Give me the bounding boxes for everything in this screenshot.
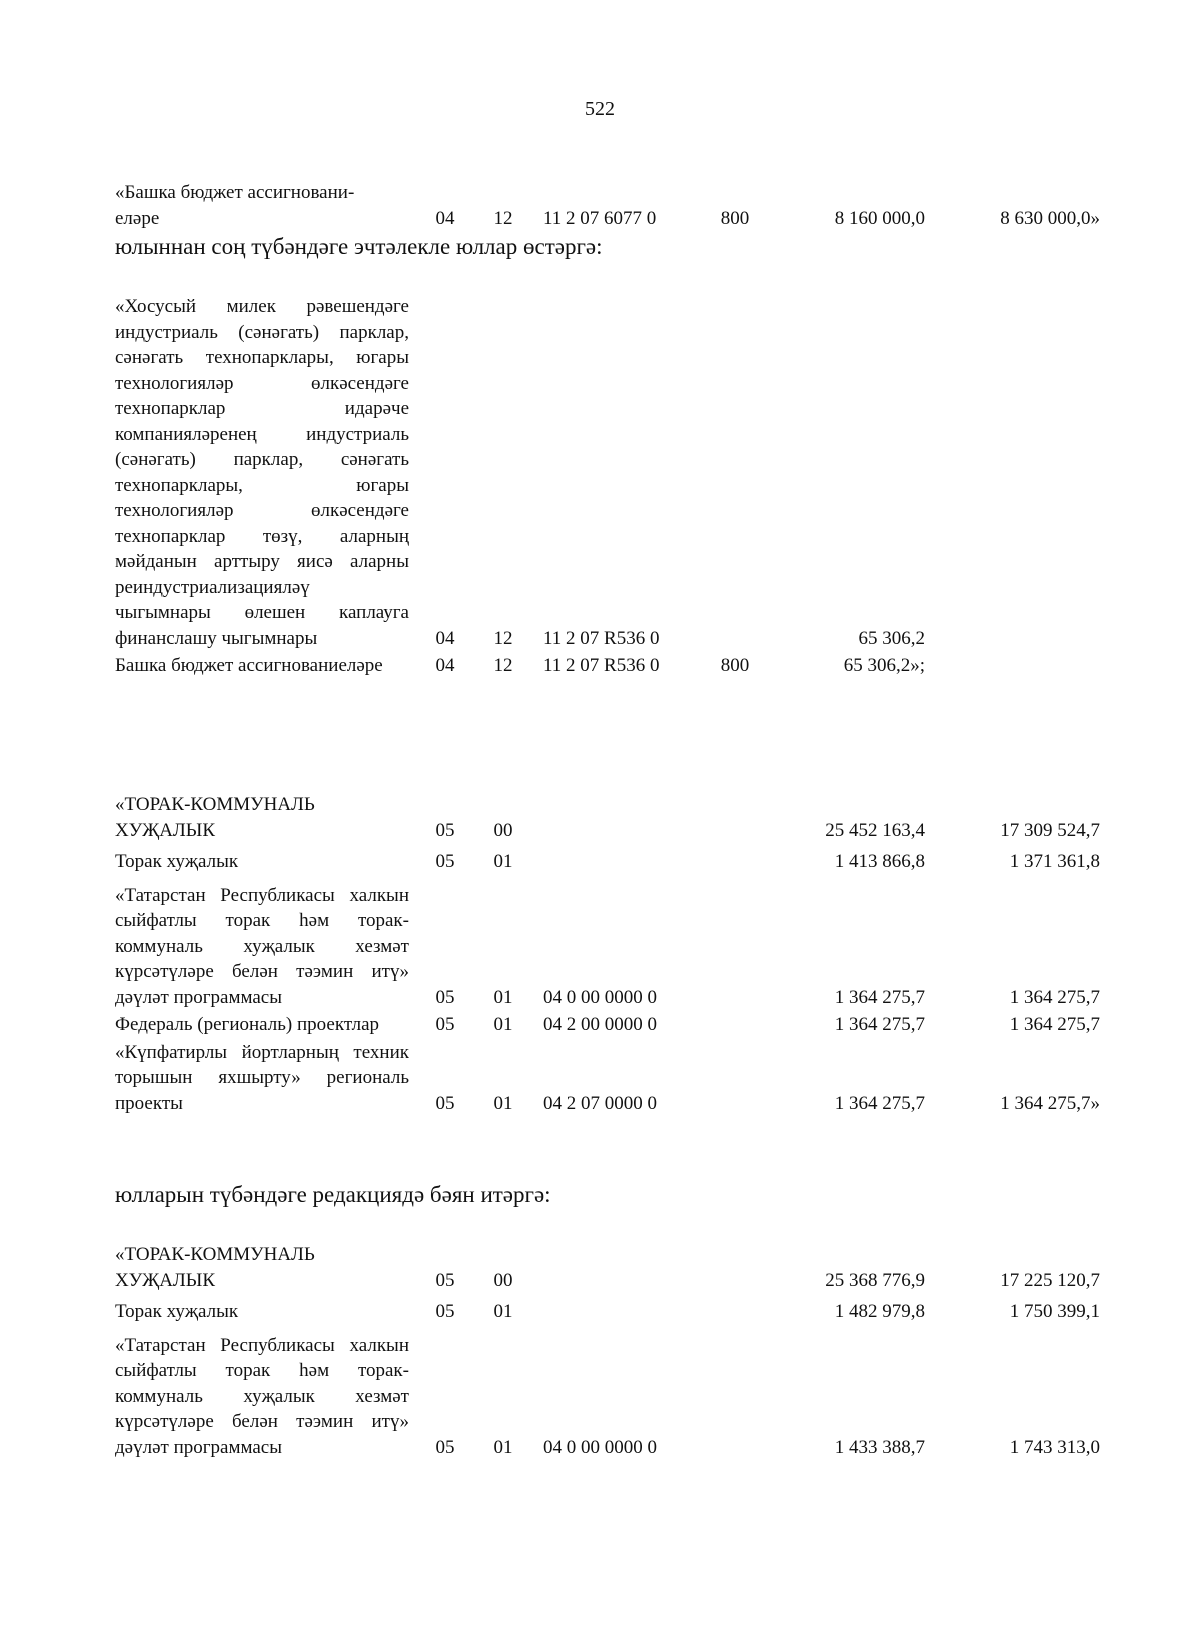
- section-code: 04: [435, 655, 455, 676]
- row-description: «Күпфатирлы йортларның техник торышын яхшырту» региональ проекты: [115, 1041, 409, 1114]
- budget-table-added-rows: [115, 294, 1115, 681]
- table-row: [115, 1012, 1115, 1040]
- instruction-replace-rows: юлларын түбәндәге редакциядә бәян итәргә:: [115, 1182, 551, 1207]
- amount-year-1: 8 160 000,0: [834, 207, 925, 229]
- amount-year-1: 1 364 275,7: [834, 1092, 925, 1114]
- amount-year-1: 25 452 163,4: [825, 819, 925, 841]
- amount-year-1: 65 306,2»;: [843, 655, 925, 676]
- table-row: [115, 180, 1115, 233]
- table-row: [115, 1333, 1115, 1463]
- target-article-code: 11 2 07 R536 0: [543, 627, 660, 649]
- row-description: Торак хуҗалык: [115, 851, 239, 872]
- target-article-code: 04 2 07 0000 0: [543, 1092, 657, 1114]
- subsection-code: 12: [493, 655, 513, 676]
- section-code: 05: [435, 851, 455, 872]
- amount-year-2: 1 750 399,1: [1009, 1301, 1100, 1322]
- target-article-code: 04 2 00 0000 0: [543, 1014, 657, 1035]
- row-description: Федераль (региональ) проектлар: [115, 1014, 380, 1035]
- table-row: [115, 1040, 1115, 1119]
- row-description: «Татарстан Республикасы халкын сыйфатлы торак һәм торак-коммуналь хуҗалык хезмәт күрсәтүләре белән тәэмин итү» дәүләт программасы: [115, 1334, 409, 1458]
- section-code: 05: [435, 986, 455, 1008]
- row-description: «Хосусый милек рәвешендәге индустриаль (сәнәгать) парклар, сәнәгать технопарклары, югары технологияләр өлкәсендәге технопарклар идарәче компанияләренең индустриаль (сәнәгать) парклар, сәнәгать технопарклары, югары технологияләр өлкәсендәге технопарклар төзү, аларның мәйданын арттыру яисә аларны реиндустриализацияләү чыгымнары өлешен каплауга финанслашу чыгымнары: [115, 296, 409, 649]
- subsection-code: 01: [493, 1436, 513, 1458]
- row-description: Торак хуҗалык: [115, 1301, 239, 1322]
- table-row: [115, 883, 1115, 1013]
- budget-table-old-rows: [115, 792, 1115, 1118]
- amount-year-1: 1 482 979,8: [834, 1301, 925, 1322]
- section-code: 05: [435, 819, 455, 841]
- budget-table-original-row: [115, 180, 1115, 233]
- table-row: [115, 792, 1115, 845]
- subsection-code: 00: [493, 819, 513, 841]
- amount-year-1: 1 364 275,7: [834, 1014, 925, 1035]
- amount-year-1: 1 364 275,7: [834, 986, 925, 1008]
- row-description: «Татарстан Республикасы халкын сыйфатлы торак һәм торак-коммуналь хуҗалык хезмәт күрсәтүләре белән тәэмин итү» дәүләт программасы: [115, 884, 409, 1008]
- amount-year-2: 17 225 120,7: [1000, 1269, 1100, 1291]
- target-article-code: 04 0 00 0000 0: [543, 986, 657, 1008]
- section-code: 05: [435, 1269, 455, 1291]
- table-row: [115, 653, 1115, 681]
- target-article-code: 04 0 00 0000 0: [543, 1436, 657, 1458]
- amount-year-2: 17 309 524,7: [1000, 819, 1100, 841]
- subsection-code: 01: [493, 1092, 513, 1114]
- table-row: [115, 1242, 1115, 1295]
- table-row: [115, 849, 1115, 877]
- amount-year-1: 1 413 866,8: [834, 851, 925, 872]
- row-description: Башка бюджет ассигнованиеләре: [115, 655, 383, 676]
- section-code: 05: [435, 1014, 455, 1035]
- expense-type-code: 800: [720, 207, 750, 229]
- subsection-code: 12: [493, 627, 513, 649]
- amount-year-2: 1 364 275,7: [1009, 1014, 1100, 1035]
- page-number: 522: [585, 98, 615, 120]
- subsection-code: 01: [493, 1014, 513, 1035]
- table-row: [115, 294, 1115, 653]
- subsection-code: 01: [493, 986, 513, 1008]
- expense-type-code: 800: [720, 655, 750, 676]
- row-description: «ТОРАК-КОММУНАЛЬ ХУҖАЛЫК: [115, 1244, 315, 1291]
- section-code: 05: [435, 1092, 455, 1114]
- amount-year-2: 1 364 275,7: [1009, 986, 1100, 1008]
- amount-year-2: 1 364 275,7»: [1000, 1092, 1100, 1114]
- amount-year-2: 8 630 000,0»: [1000, 207, 1100, 229]
- row-description: «Башка бюджет ассигновани- еләре: [115, 182, 355, 229]
- subsection-code: 12: [493, 207, 513, 229]
- budget-table-new-rows: [115, 1242, 1115, 1462]
- amount-year-1: 25 368 776,9: [825, 1269, 925, 1291]
- subsection-code: 01: [493, 1301, 513, 1322]
- section-code: 05: [435, 1301, 455, 1322]
- section-code: 04: [435, 207, 455, 229]
- table-row: [115, 1299, 1115, 1327]
- section-code: 04: [435, 627, 455, 649]
- subsection-code: 01: [493, 851, 513, 872]
- amount-year-2: 1 743 313,0: [1009, 1436, 1100, 1458]
- target-article-code: 11 2 07 R536 0: [543, 655, 660, 676]
- section-code: 05: [435, 1436, 455, 1458]
- row-description: «ТОРАК-КОММУНАЛЬ ХУҖАЛЫК: [115, 794, 315, 841]
- amount-year-1: 65 306,2: [858, 627, 925, 649]
- amount-year-2: 1 371 361,8: [1009, 851, 1100, 872]
- target-article-code: 11 2 07 6077 0: [543, 207, 657, 229]
- amount-year-1: 1 433 388,7: [834, 1436, 925, 1458]
- instruction-add-rows: юлыннан соң түбәндәге эчтәлекле юллар өстәргә:: [115, 234, 603, 259]
- subsection-code: 00: [493, 1269, 513, 1291]
